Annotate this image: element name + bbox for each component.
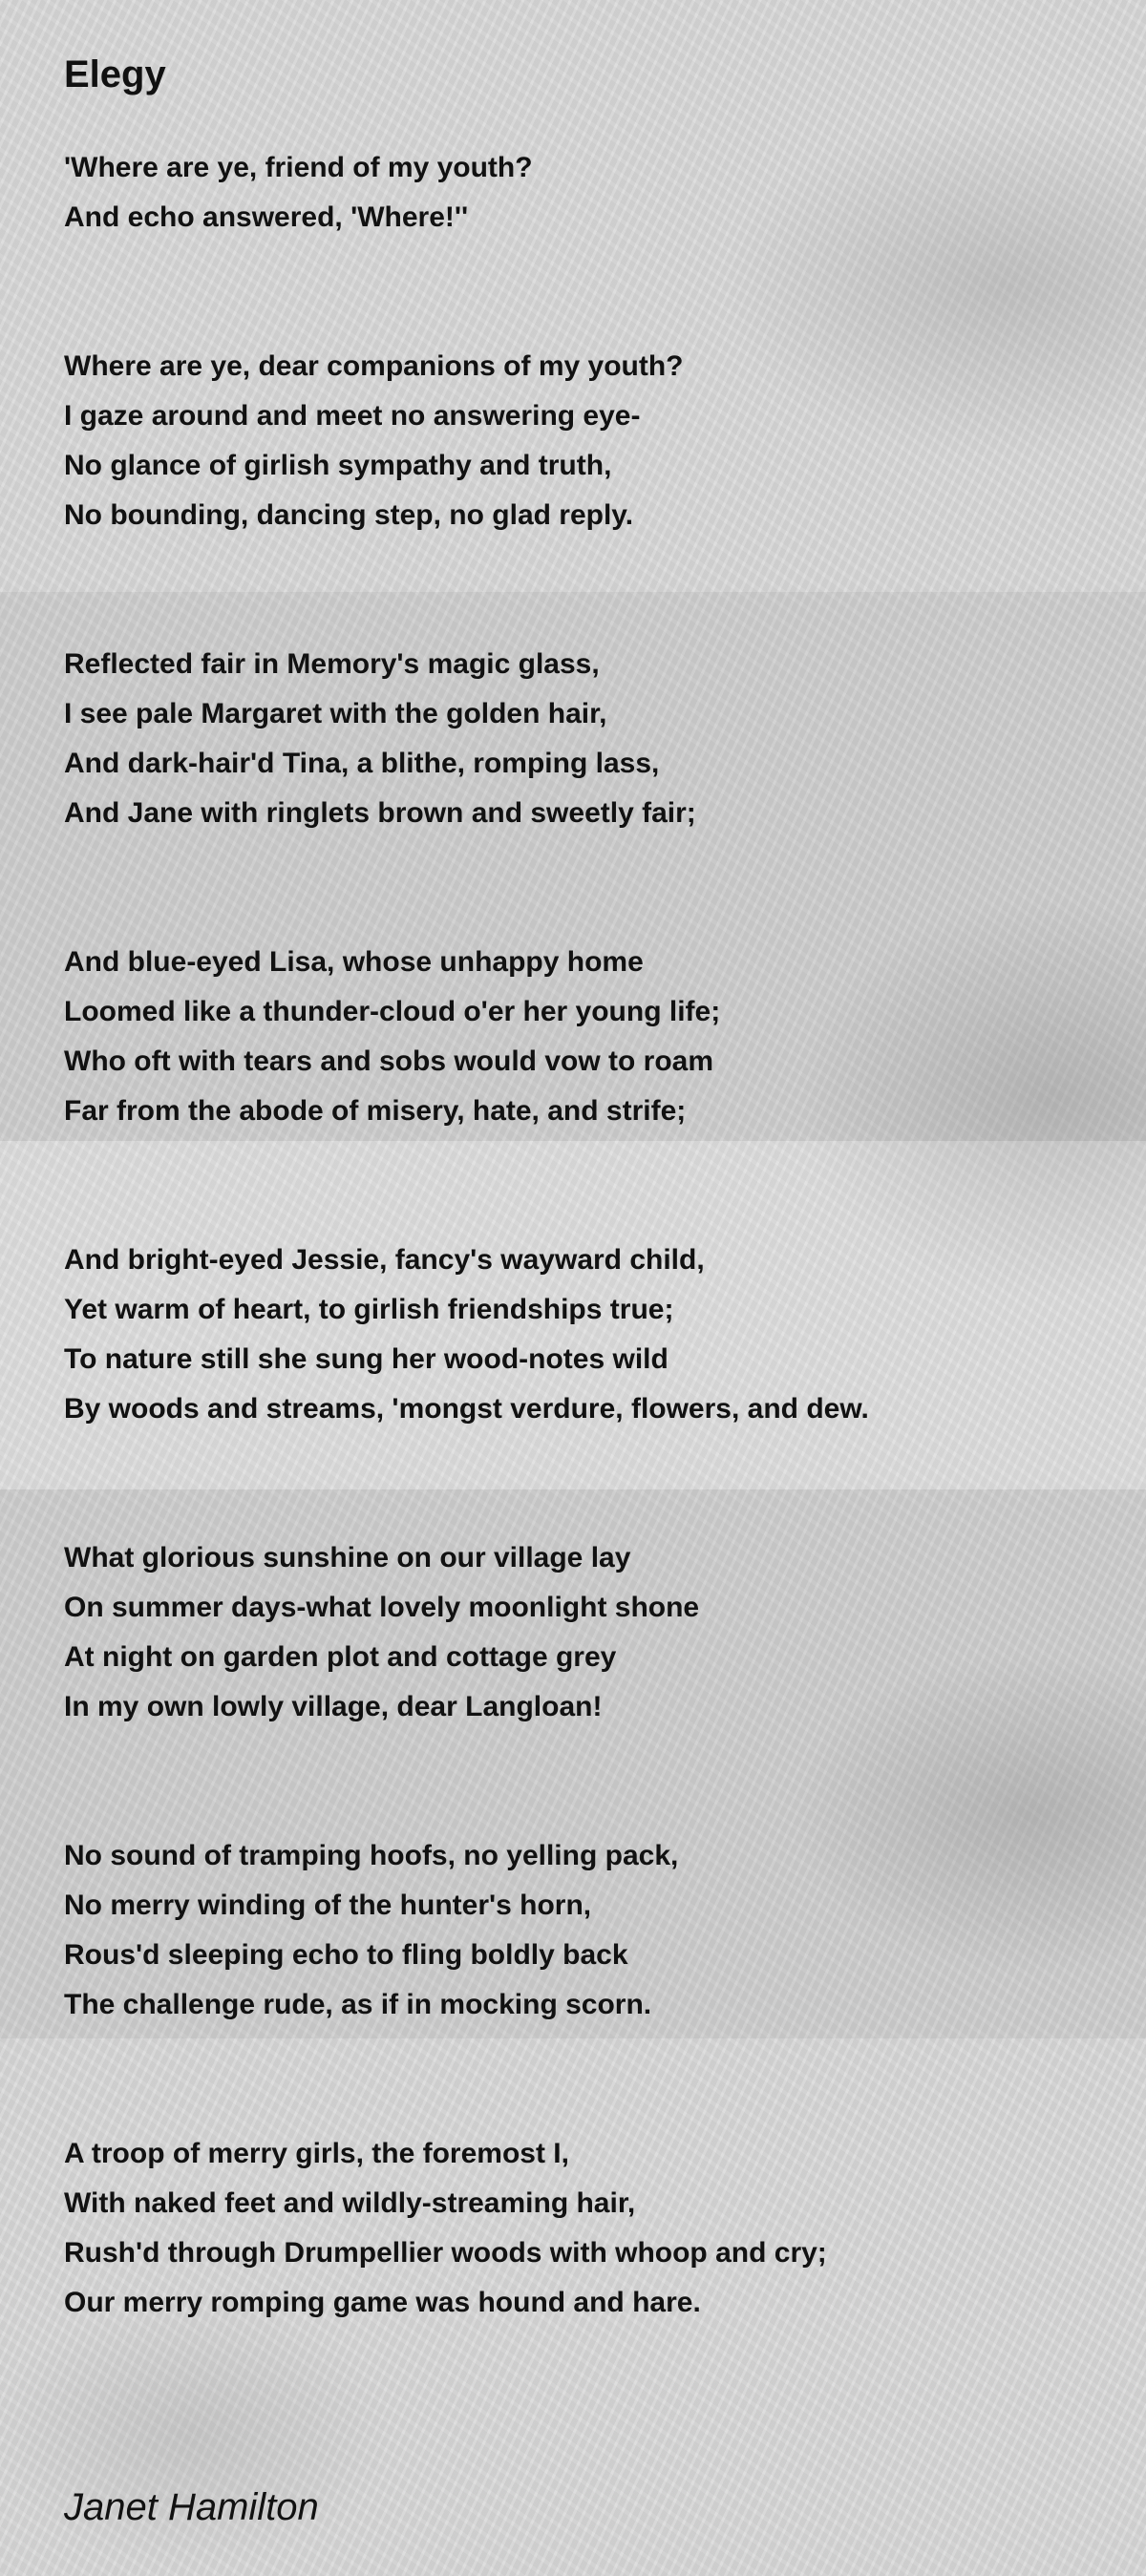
author-name: Janet Hamilton [64, 2486, 319, 2528]
stanza [64, 342, 684, 540]
poem-line: And dark-hair'd Tina, a blithe, romping lass, [64, 748, 660, 779]
poem-line: The challenge rude, as if in mocking scorn. [64, 1989, 652, 2020]
poem-line: A troop of merry girls, the foremost I, [64, 2138, 569, 2169]
poem-line: And echo answered, 'Where!'' [64, 201, 469, 233]
poem-line: Our merry romping game was hound and hare. [64, 2287, 701, 2318]
poem-line: No bounding, dancing step, no glad reply. [64, 499, 634, 531]
poem-line: No merry winding of the hunter's horn, [64, 1890, 592, 1921]
poem-line: And bright-eyed Jessie, fancy's wayward child, [64, 1244, 705, 1276]
poem-line: In my own lowly village, dear Langloan! [64, 1691, 603, 1722]
poem-line: With naked feet and wildly-streaming hair, [64, 2187, 636, 2219]
stanza [64, 938, 720, 1136]
poem-line: At night on garden plot and cottage grey [64, 1641, 617, 1673]
poem-line: Rous'd sleeping echo to fling boldly back [64, 1939, 628, 1971]
poem-title: Elegy [64, 53, 166, 95]
poem-line: 'Where are ye, friend of my youth? [64, 152, 533, 183]
poem-line: I gaze around and meet no answering eye- [64, 400, 641, 432]
poem-line: I see pale Margaret with the golden hair, [64, 698, 607, 729]
poem-line: Yet warm of heart, to girlish friendships true; [64, 1294, 674, 1325]
poem-line: No sound of tramping hoofs, no yelling pack, [64, 1840, 679, 1871]
stanza [64, 2129, 827, 2328]
poem-line: No glance of girlish sympathy and truth, [64, 450, 612, 481]
poem-line: Reflected fair in Memory's magic glass, [64, 648, 600, 680]
poem-line: Where are ye, dear companions of my youth? [64, 350, 684, 382]
poem-line: On summer days-what lovely moonlight shone [64, 1592, 700, 1623]
poem-line: To nature still she sung her wood-notes wild [64, 1343, 668, 1375]
poem-line: What glorious sunshine on our village lay [64, 1542, 631, 1573]
poem-line: By woods and streams, 'mongst verdure, flowers, and dew. [64, 1393, 869, 1425]
poem-line: Rush'd through Drumpellier woods with whoop and cry; [64, 2237, 827, 2269]
poem-line: And blue-eyed Lisa, whose unhappy home [64, 946, 644, 978]
poem-line: Who oft with tears and sobs would vow to roam [64, 1045, 714, 1077]
stanza [64, 143, 533, 243]
stanza [64, 1235, 869, 1434]
stanza [64, 640, 696, 838]
poem-line: Far from the abode of misery, hate, and strife; [64, 1095, 687, 1127]
poem-line: And Jane with ringlets brown and sweetly fair; [64, 797, 696, 829]
stanza [64, 1533, 699, 1732]
stanza [64, 1831, 678, 2030]
poem-line: Loomed like a thunder-cloud o'er her young life; [64, 996, 721, 1027]
